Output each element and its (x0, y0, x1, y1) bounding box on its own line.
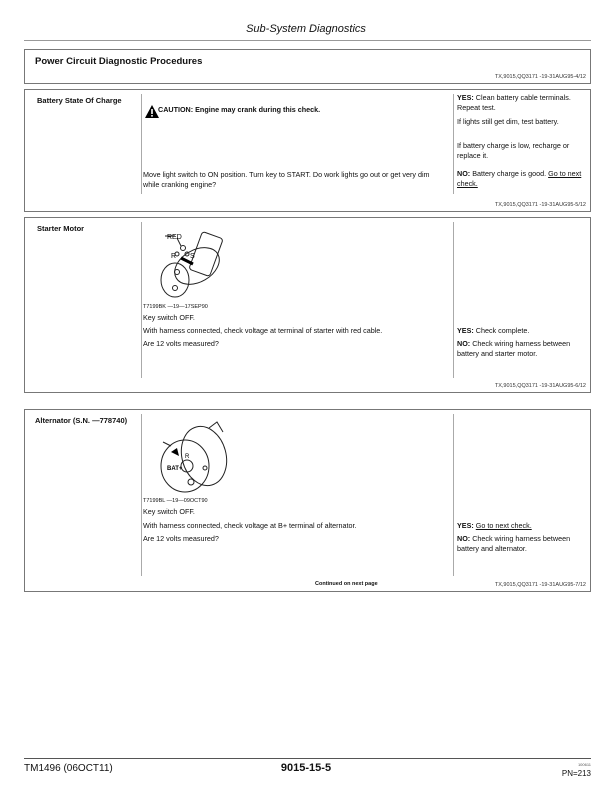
column-divider (453, 222, 454, 378)
section-title: Power Circuit Diagnostic Procedures (35, 56, 203, 67)
pn-number: PN=213 (561, 769, 591, 778)
section-title-box (24, 49, 591, 84)
instruction-text: Move light switch to ON position. Turn key to START. Do work lights go out or get very dim while cranking engine? (143, 170, 430, 189)
no-text: Battery charge is good. (472, 169, 547, 178)
next-check-link[interactable]: Go to next check. (457, 169, 582, 188)
continued-note: Continued on next page (315, 581, 378, 587)
figure-caption: T7199BL —19—09OCT90 (143, 498, 208, 504)
yes-text: Clean battery cable terminals. Repeat test. (457, 93, 571, 112)
column-divider (141, 94, 142, 194)
no-label: NO: (457, 169, 471, 178)
header-divider (24, 40, 591, 41)
next-check-link[interactable]: Go to next check. (475, 521, 532, 530)
battery-check-box (24, 89, 591, 212)
figure-caption: T7199BK —19—17SEP90 (143, 304, 208, 310)
ref-code: TX,9015,QQ3171 -19-31AUG95-6/12 (494, 383, 586, 389)
column-divider (453, 414, 454, 576)
starter-check-box (24, 217, 591, 393)
figure-label-r: R (185, 454, 190, 460)
figure-label-red: RED (167, 234, 182, 241)
check-label: Battery State Of Charge (37, 96, 122, 105)
column-divider (141, 222, 142, 378)
column-divider (141, 414, 142, 576)
column-divider (453, 94, 454, 194)
no-text: Check wiring harness between battery and starter motor. (457, 339, 571, 358)
note-text: If battery charge is low, recharge or replace it. (457, 141, 570, 160)
yes-text: Check complete. (475, 326, 530, 335)
no-text: Check wiring harness between battery and alternator. (457, 534, 571, 553)
step-text: Key switch OFF. (143, 507, 195, 516)
alternator-check-box (24, 409, 591, 592)
figure-label-s: S (190, 253, 195, 260)
step-text: With harness connected, check voltage at terminal of starter with red cable. (143, 326, 383, 335)
caution-text: CAUTION: Engine may crank during this check. (158, 105, 321, 114)
yes-label: YES: (457, 521, 474, 530)
page-number: 9015-15-5 (280, 762, 332, 774)
step-text: With harness connected, check voltage at B+ terminal of alternator. (143, 521, 357, 530)
footer-divider (24, 758, 591, 759)
figure-label-r: R (171, 253, 177, 260)
page-header: Sub-System Diagnostics (246, 23, 366, 35)
ref-code: TX,9015,QQ3171 -19-31AUG95-7/12 (494, 582, 586, 588)
step-text: Are 12 volts measured? (143, 534, 219, 543)
ref-code: TX,9015,QQ3171 -19-31AUG95-4/12 (494, 74, 586, 80)
check-label: Starter Motor (37, 224, 85, 233)
step-text: Key switch OFF. (143, 313, 195, 322)
alternator-illustration (149, 418, 239, 498)
check-label: Alternator (S.N. —778740) (35, 416, 128, 425)
note-text: If lights still get dim, test battery. (457, 117, 559, 126)
starter-motor-illustration (147, 228, 237, 300)
yes-label: YES: (457, 93, 474, 102)
ref-code: TX,9015,QQ3171 -19-31AUG95-5/12 (494, 202, 586, 208)
warning-icon (145, 105, 159, 118)
footer-code: 100611 (577, 762, 591, 767)
no-label: NO: (457, 339, 471, 348)
figure-label-bat: BAT+ (167, 466, 183, 472)
step-text: Are 12 volts measured? (143, 339, 219, 348)
no-label: NO: (457, 534, 471, 543)
manual-id: TM1496 (06OCT11) (24, 763, 113, 774)
yes-label: YES: (457, 326, 474, 335)
